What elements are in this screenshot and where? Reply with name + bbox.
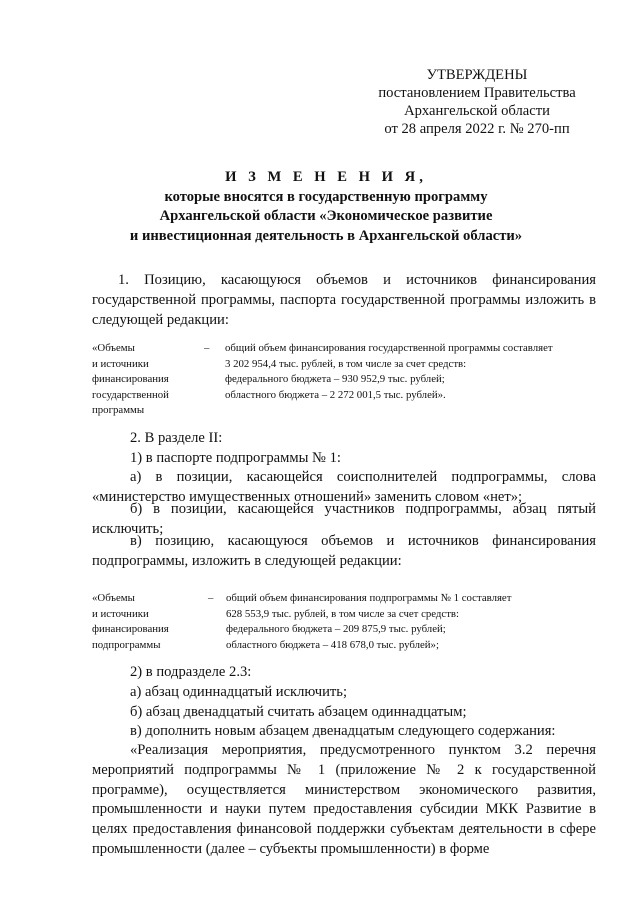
document-title [60, 168, 592, 246]
title-line-1: которые вносятся в государственную программу [164, 188, 488, 205]
paragraph-1-text: 1. Позицию, касающуюся объемов и источников финансирования государственной программы, паспорта государственной программы изложить в следующей редакции: [92, 272, 596, 328]
section-2-item-v: в) позицию, касающуюся объемов и источников финансирования подпрограммы, изложить в следующей редакции: [92, 533, 596, 569]
table-label [92, 591, 202, 653]
section-3-item-a: а) абзац одиннадцатый исключить; [130, 684, 348, 700]
financing-table-subprogram [92, 591, 602, 655]
table-label-line: и источники [92, 607, 149, 620]
table-value-line: областного бюджета – 418 678,0 тыс. рублей»; [226, 638, 439, 651]
table-label-line: программы [92, 404, 145, 417]
approval-resolution: постановлением Правительства [378, 85, 576, 101]
title-heading: И З М Е Н Е Н И Я, [225, 169, 427, 185]
table-dash: – [204, 342, 210, 354]
quoted-paragraph: «Реализация мероприятия, предусмотренного пунктом 3.2 перечня мероприятий подпрограммы № 1 (приложение № 2 к государственной программе), осуществляется министерством экономического развития, промышленности и науки путем предоставления субсидии МКК Развитие в целях предоставления финансовой поддержки субъектам деятельности в сфере промышленности (далее – субъекты промышленности) в форме [92, 742, 596, 857]
table-value-line: общий объем финансирования подпрограммы № 1 составляет [226, 592, 512, 604]
section-2-item-a: а) в позиции, касающейся соисполнителей подпрограммы, слова «министерство имущественных отношений» заменить словом «нет»; [92, 469, 596, 505]
approval-title: УТВЕРЖДЕНЫ [426, 67, 528, 83]
section-2-heading: 2. В разделе II: [130, 430, 223, 446]
table-dash: – [208, 592, 214, 604]
table-label [92, 341, 202, 419]
table-label-line: «Объемы [92, 592, 135, 604]
table-label-line: и источники [92, 357, 149, 370]
table-label-line: финансирования [92, 623, 169, 636]
table-value-line: федерального бюджета – 209 875,9 тыс. рублей; [226, 623, 446, 636]
table-value-line: федерального бюджета – 930 952,9 тыс. рублей; [225, 373, 445, 386]
table-value-line: областного бюджета – 2 272 001,5 тыс. рублей». [225, 388, 446, 401]
paragraph-1 [92, 271, 596, 330]
approval-date: от 28 апреля 2022 г. № 270-пп [384, 121, 570, 137]
table-label-line: «Объемы [92, 342, 135, 354]
approval-block [362, 66, 592, 138]
section-3-item-v: в) дополнить новым абзацем двенадцатым следующего содержания: [130, 723, 556, 739]
title-line-3: и инвестиционная деятельность в Архангельской области» [129, 227, 523, 244]
section-2-item-b: б) в позиции, касающейся участников подпрограммы, абзац пятый исключить; [92, 501, 596, 537]
table-label-line: государственной [92, 388, 169, 401]
section-3-heading: 2) в подразделе 2.3: [130, 664, 252, 680]
table-value-line: 628 553,9 тыс. рублей, в том числе за счет средств: [226, 607, 460, 620]
table-label-line: подпрограммы [92, 638, 161, 651]
approval-region: Архангельской области [404, 103, 550, 119]
table-value [225, 341, 553, 403]
table-value-line: общий объем финансирования государственной программы составляет [225, 342, 553, 354]
table-value-line: 3 202 954,4 тыс. рублей, в том числе за счет средств: [225, 357, 467, 370]
section-3-item-b: б) абзац двенадцатый считать абзацем одиннадцатым; [130, 704, 467, 720]
table-label-line: финансирования [92, 373, 169, 386]
financing-table-program [92, 341, 602, 421]
title-line-2: Архангельской области «Экономическое развитие [159, 208, 493, 225]
section-2-item-1: 1) в паспорте подпрограммы № 1: [130, 450, 341, 466]
table-value [226, 591, 511, 653]
